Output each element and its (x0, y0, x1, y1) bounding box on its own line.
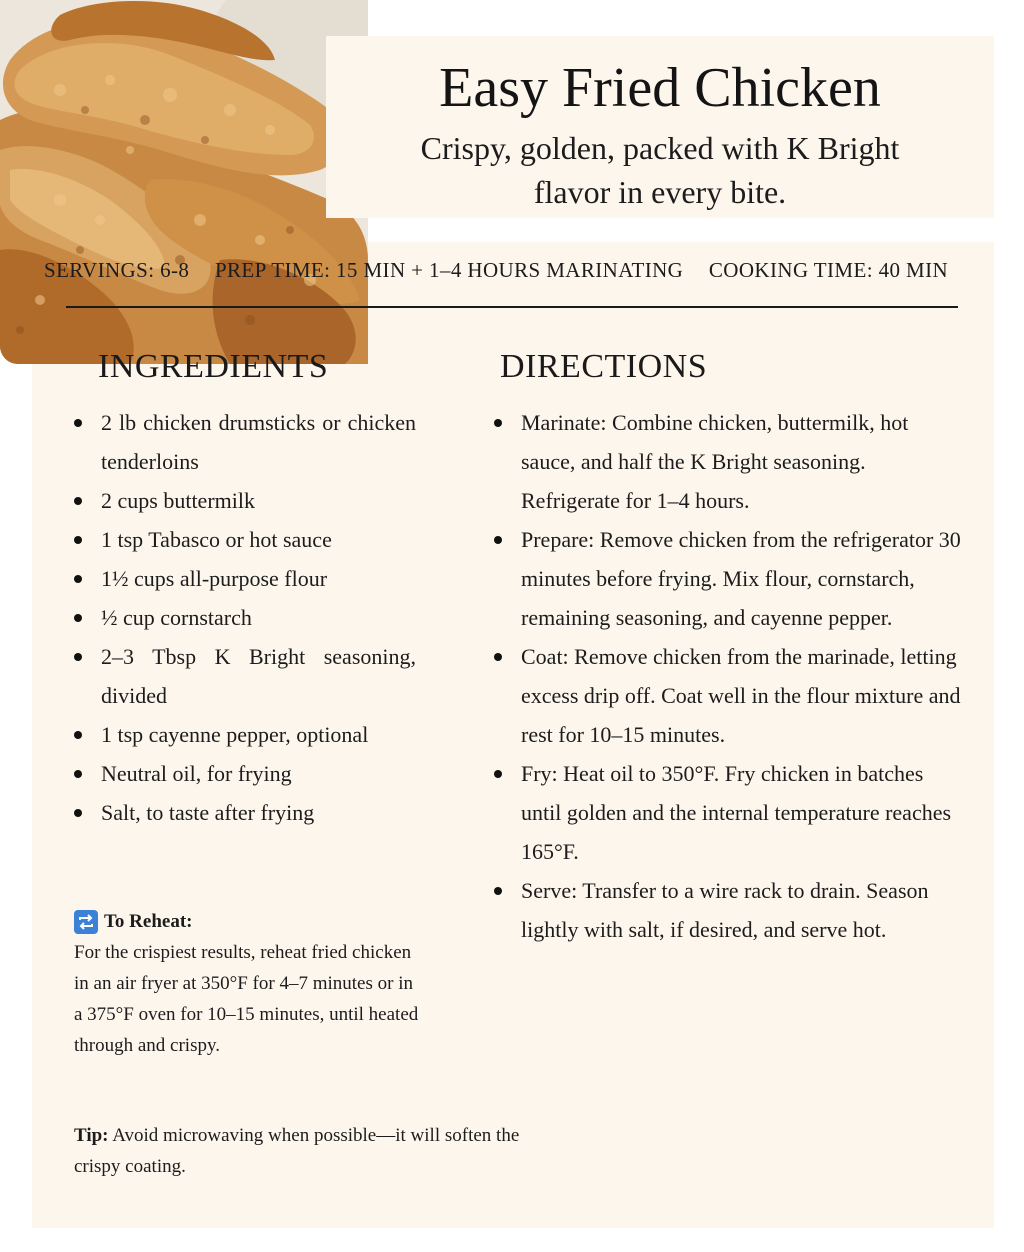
recipe-subtitle: Crispy, golden, packed with K Bright flavor in every bite. (420, 130, 900, 210)
direction-step: Serve: Transfer to a wire rack to drain. Season lightly with salt, if desired, and serve hot. (521, 871, 961, 949)
divider (66, 306, 958, 308)
prep-time: PREP TIME: 15 MIN + 1–4 HOURS MARINATING (214, 258, 684, 282)
directions-heading: DIRECTIONS (500, 348, 708, 385)
ingredient-item: 2 lb chicken drumsticks or chicken tenderloins (101, 403, 416, 481)
ingredient-item: ½ cup cornstarch (101, 598, 416, 637)
direction-step: Coat: Remove chicken from the marinade, letting excess drip off. Coat well in the flour mixture and rest for 10–15 minutes. (521, 637, 961, 754)
ingredient-item: 1 tsp cayenne pepper, optional (101, 715, 416, 754)
ingredients-list (101, 403, 416, 832)
ingredient-item: Salt, to taste after frying (101, 793, 416, 832)
reheat-title: To Reheat: (104, 911, 193, 932)
ingredient-item: 2–3 Tbsp K Bright seasoning, divided (101, 637, 416, 715)
direction-step: Marinate: Combine chicken, buttermilk, hot sauce, and half the K Bright seasoning. Refrigerate for 1–4 hours. (521, 403, 961, 520)
tip-label: Tip: (74, 1125, 109, 1146)
direction-step: Fry: Heat oil to 350°F. Fry chicken in batches until golden and the internal temperature reaches 165°F. (521, 754, 961, 871)
ingredient-item: 2 cups buttermilk (101, 481, 416, 520)
cooking-time: COOKING TIME: 40 MIN (708, 258, 949, 282)
directions-list (521, 403, 961, 949)
direction-step: Prepare: Remove chicken from the refrigerator 30 minutes before frying. Mix flour, cornstarch, remaining seasoning, and cayenne pepper. (521, 520, 961, 637)
title-box (326, 36, 994, 218)
recipe-meta (44, 258, 994, 283)
ingredients-heading: INGREDIENTS (98, 348, 329, 385)
reheat-body: For the crispiest results, reheat fried chicken in an air fryer at 350°F for 4–7 minutes or in a 375°F oven for 10–15 minutes, until heated through and crispy. (74, 942, 419, 1056)
repeat-icon (74, 910, 98, 934)
ingredient-item: 1½ cups all-purpose flour (101, 559, 416, 598)
ingredient-item: Neutral oil, for frying (101, 754, 416, 793)
tip-note (74, 1120, 564, 1182)
reheat-note (74, 906, 419, 1061)
recipe-title: Easy Fried Chicken (439, 57, 881, 119)
tip-body: Avoid microwaving when possible—it will soften the crispy coating. (74, 1125, 520, 1177)
servings: SERVINGS: 6-8 (44, 258, 190, 282)
ingredient-item: 1 tsp Tabasco or hot sauce (101, 520, 416, 559)
fried-chicken-photo (0, 0, 368, 364)
